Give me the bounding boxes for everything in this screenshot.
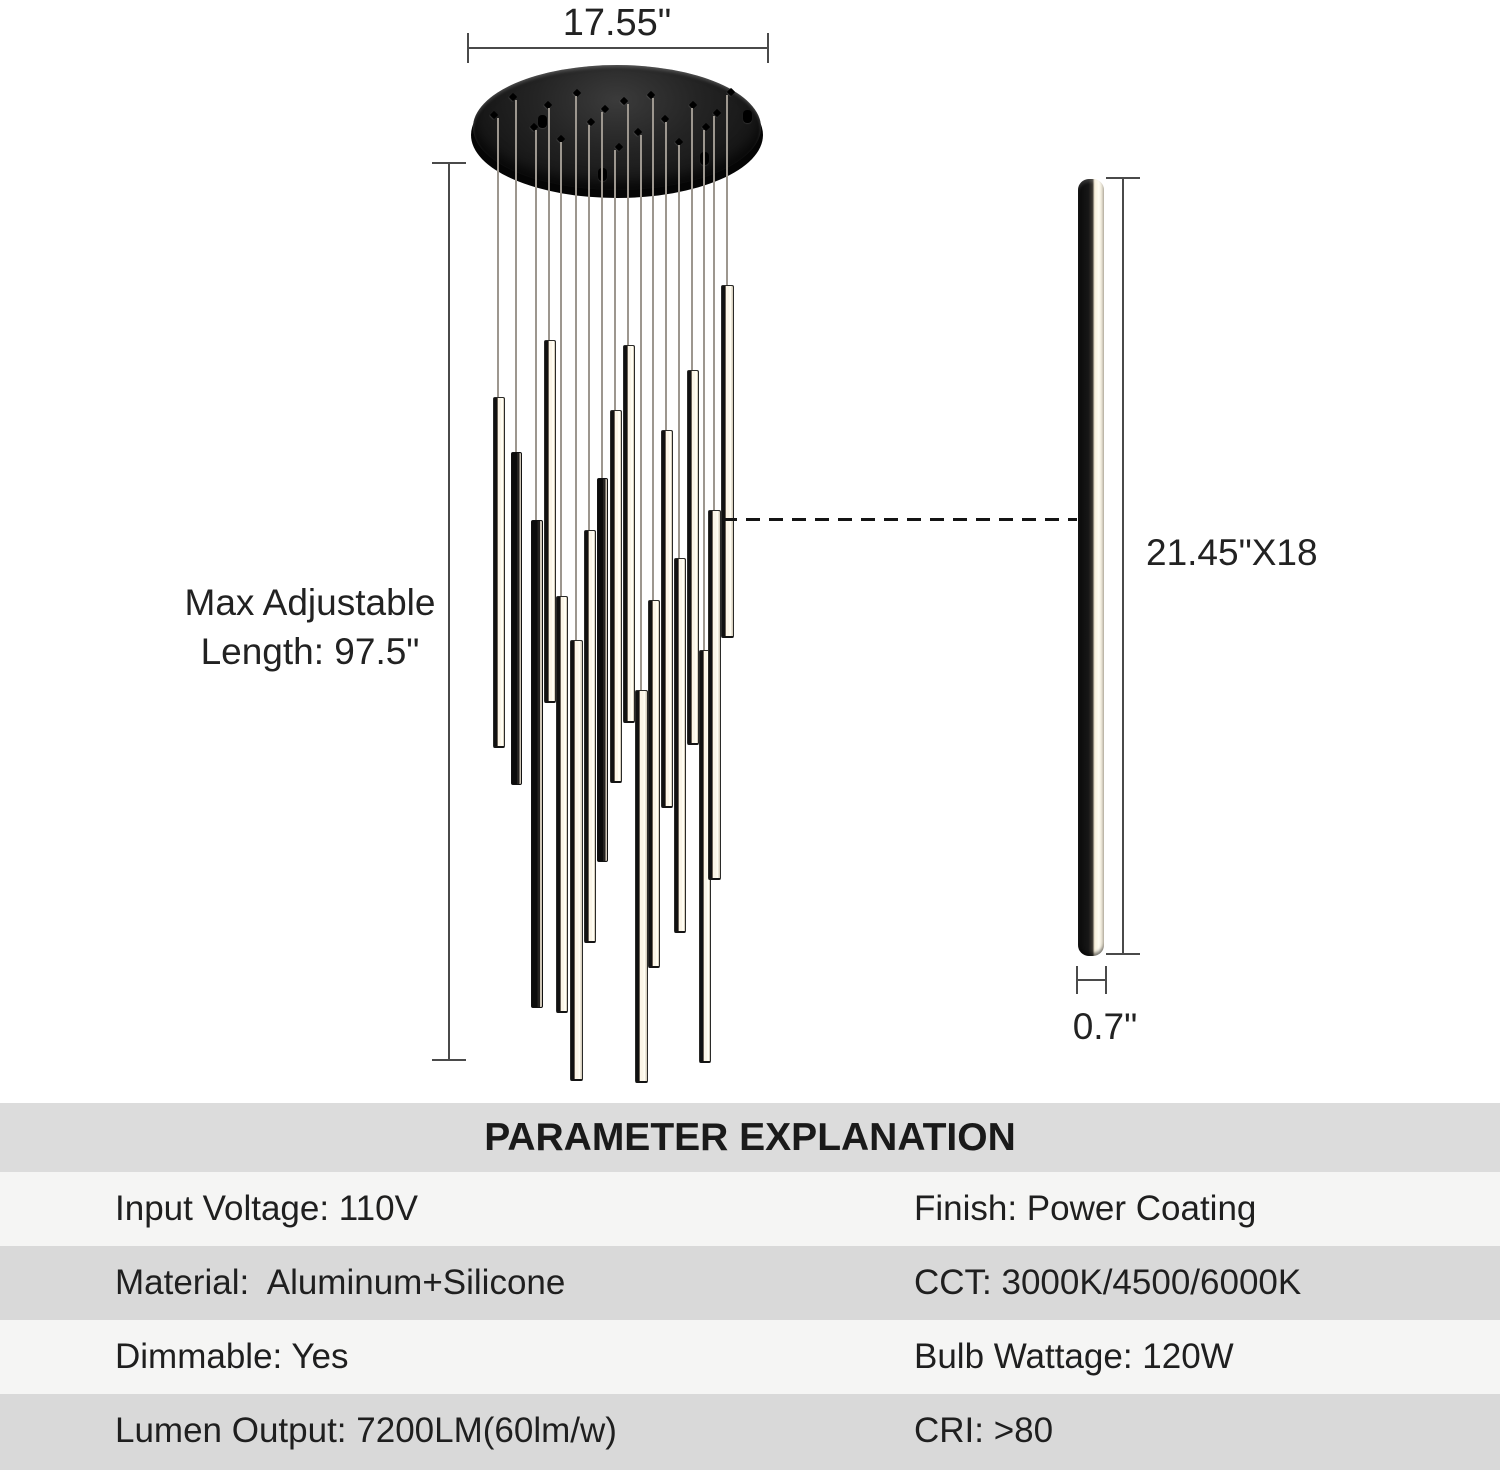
suspension-cable (601, 112, 603, 478)
suspension-cable (640, 135, 642, 690)
suspension-cable (652, 98, 654, 600)
suspension-cable (713, 116, 715, 510)
param-material: Material: Aluminum+Silicone (115, 1263, 566, 1302)
param-bulb-wattage: Bulb Wattage: 120W (914, 1337, 1234, 1376)
dimension-tick (1105, 966, 1107, 994)
pendant-tube-lit (721, 285, 734, 638)
pendant-tube-lit (623, 345, 635, 723)
canopy-knob (538, 115, 547, 128)
param-input-voltage: Input Voltage: 110V (115, 1189, 418, 1228)
pendant-detail-tube (1078, 179, 1104, 956)
max-adjustable-length-line2: Length: 97.5" (200, 631, 420, 672)
pendant-tube-lit (635, 690, 648, 1083)
table-row (0, 1246, 1500, 1320)
suspension-cable (588, 125, 590, 530)
suspension-cable (726, 95, 728, 285)
table-row (0, 1172, 1500, 1246)
suspension-cable (548, 108, 550, 340)
canopy-diameter-label: 17.55" (562, 2, 672, 44)
suspension-cable (627, 104, 629, 345)
param-dimmable: Dimmable: Yes (115, 1337, 349, 1376)
dimension-line-horizontal (1077, 979, 1107, 981)
dimension-tick (432, 1059, 466, 1061)
table-row (0, 1394, 1500, 1470)
pendant-width-label: 0.7" (1072, 1006, 1138, 1047)
pendant-tube-lit (674, 558, 686, 933)
pendant-tube-lit (610, 410, 622, 783)
pendant-tube-lit (708, 510, 721, 880)
table-row (0, 1320, 1500, 1394)
pendant-tube-lit (687, 370, 699, 745)
param-cct: CCT: 3000K/4500/6000K (914, 1263, 1302, 1302)
suspension-cable (575, 96, 577, 640)
suspension-cable (691, 108, 693, 370)
dimension-tick (1106, 953, 1140, 955)
pendant-tube-dark (511, 452, 522, 785)
parameter-table-header: PARAMETER EXPLANATION (0, 1103, 1500, 1172)
pendant-tube-lit (648, 600, 660, 968)
dashed-reference-line (723, 518, 1077, 521)
pendant-tube-dark (531, 520, 543, 1008)
dimension-tick (767, 33, 769, 63)
pendant-tube-lit (570, 640, 583, 1081)
pendant-tube-lit (544, 340, 556, 703)
suspension-cable (560, 142, 562, 596)
pendant-tube-lit (584, 530, 596, 943)
suspension-cable (535, 130, 537, 520)
pendant-tube-dark (597, 478, 608, 862)
canopy-knob (743, 110, 752, 123)
suspension-cable (678, 145, 680, 558)
suspension-cable (515, 100, 517, 452)
dimension-line-horizontal (468, 47, 768, 49)
suspension-cable (614, 150, 616, 410)
suspension-cable (497, 118, 499, 397)
parameter-table (0, 1103, 1500, 1470)
param-cri: CRI: >80 (914, 1411, 1054, 1450)
max-adjustable-length-line1: Max Adjustable (184, 582, 436, 623)
dimension-line-vertical (1122, 178, 1124, 955)
pendant-tube-lit (661, 430, 673, 808)
suspension-cable (665, 122, 667, 430)
pendant-tube-lit (556, 596, 568, 1013)
pendant-length-label: 21.45"X18 (1146, 532, 1318, 573)
param-lumen-output: Lumen Output: 7200LM(60lm/w) (115, 1411, 617, 1450)
max-adjustable-length-label (145, 578, 475, 676)
param-finish: Finish: Power Coating (914, 1189, 1257, 1228)
suspension-cable (703, 130, 705, 650)
pendant-tube-lit (493, 397, 505, 748)
